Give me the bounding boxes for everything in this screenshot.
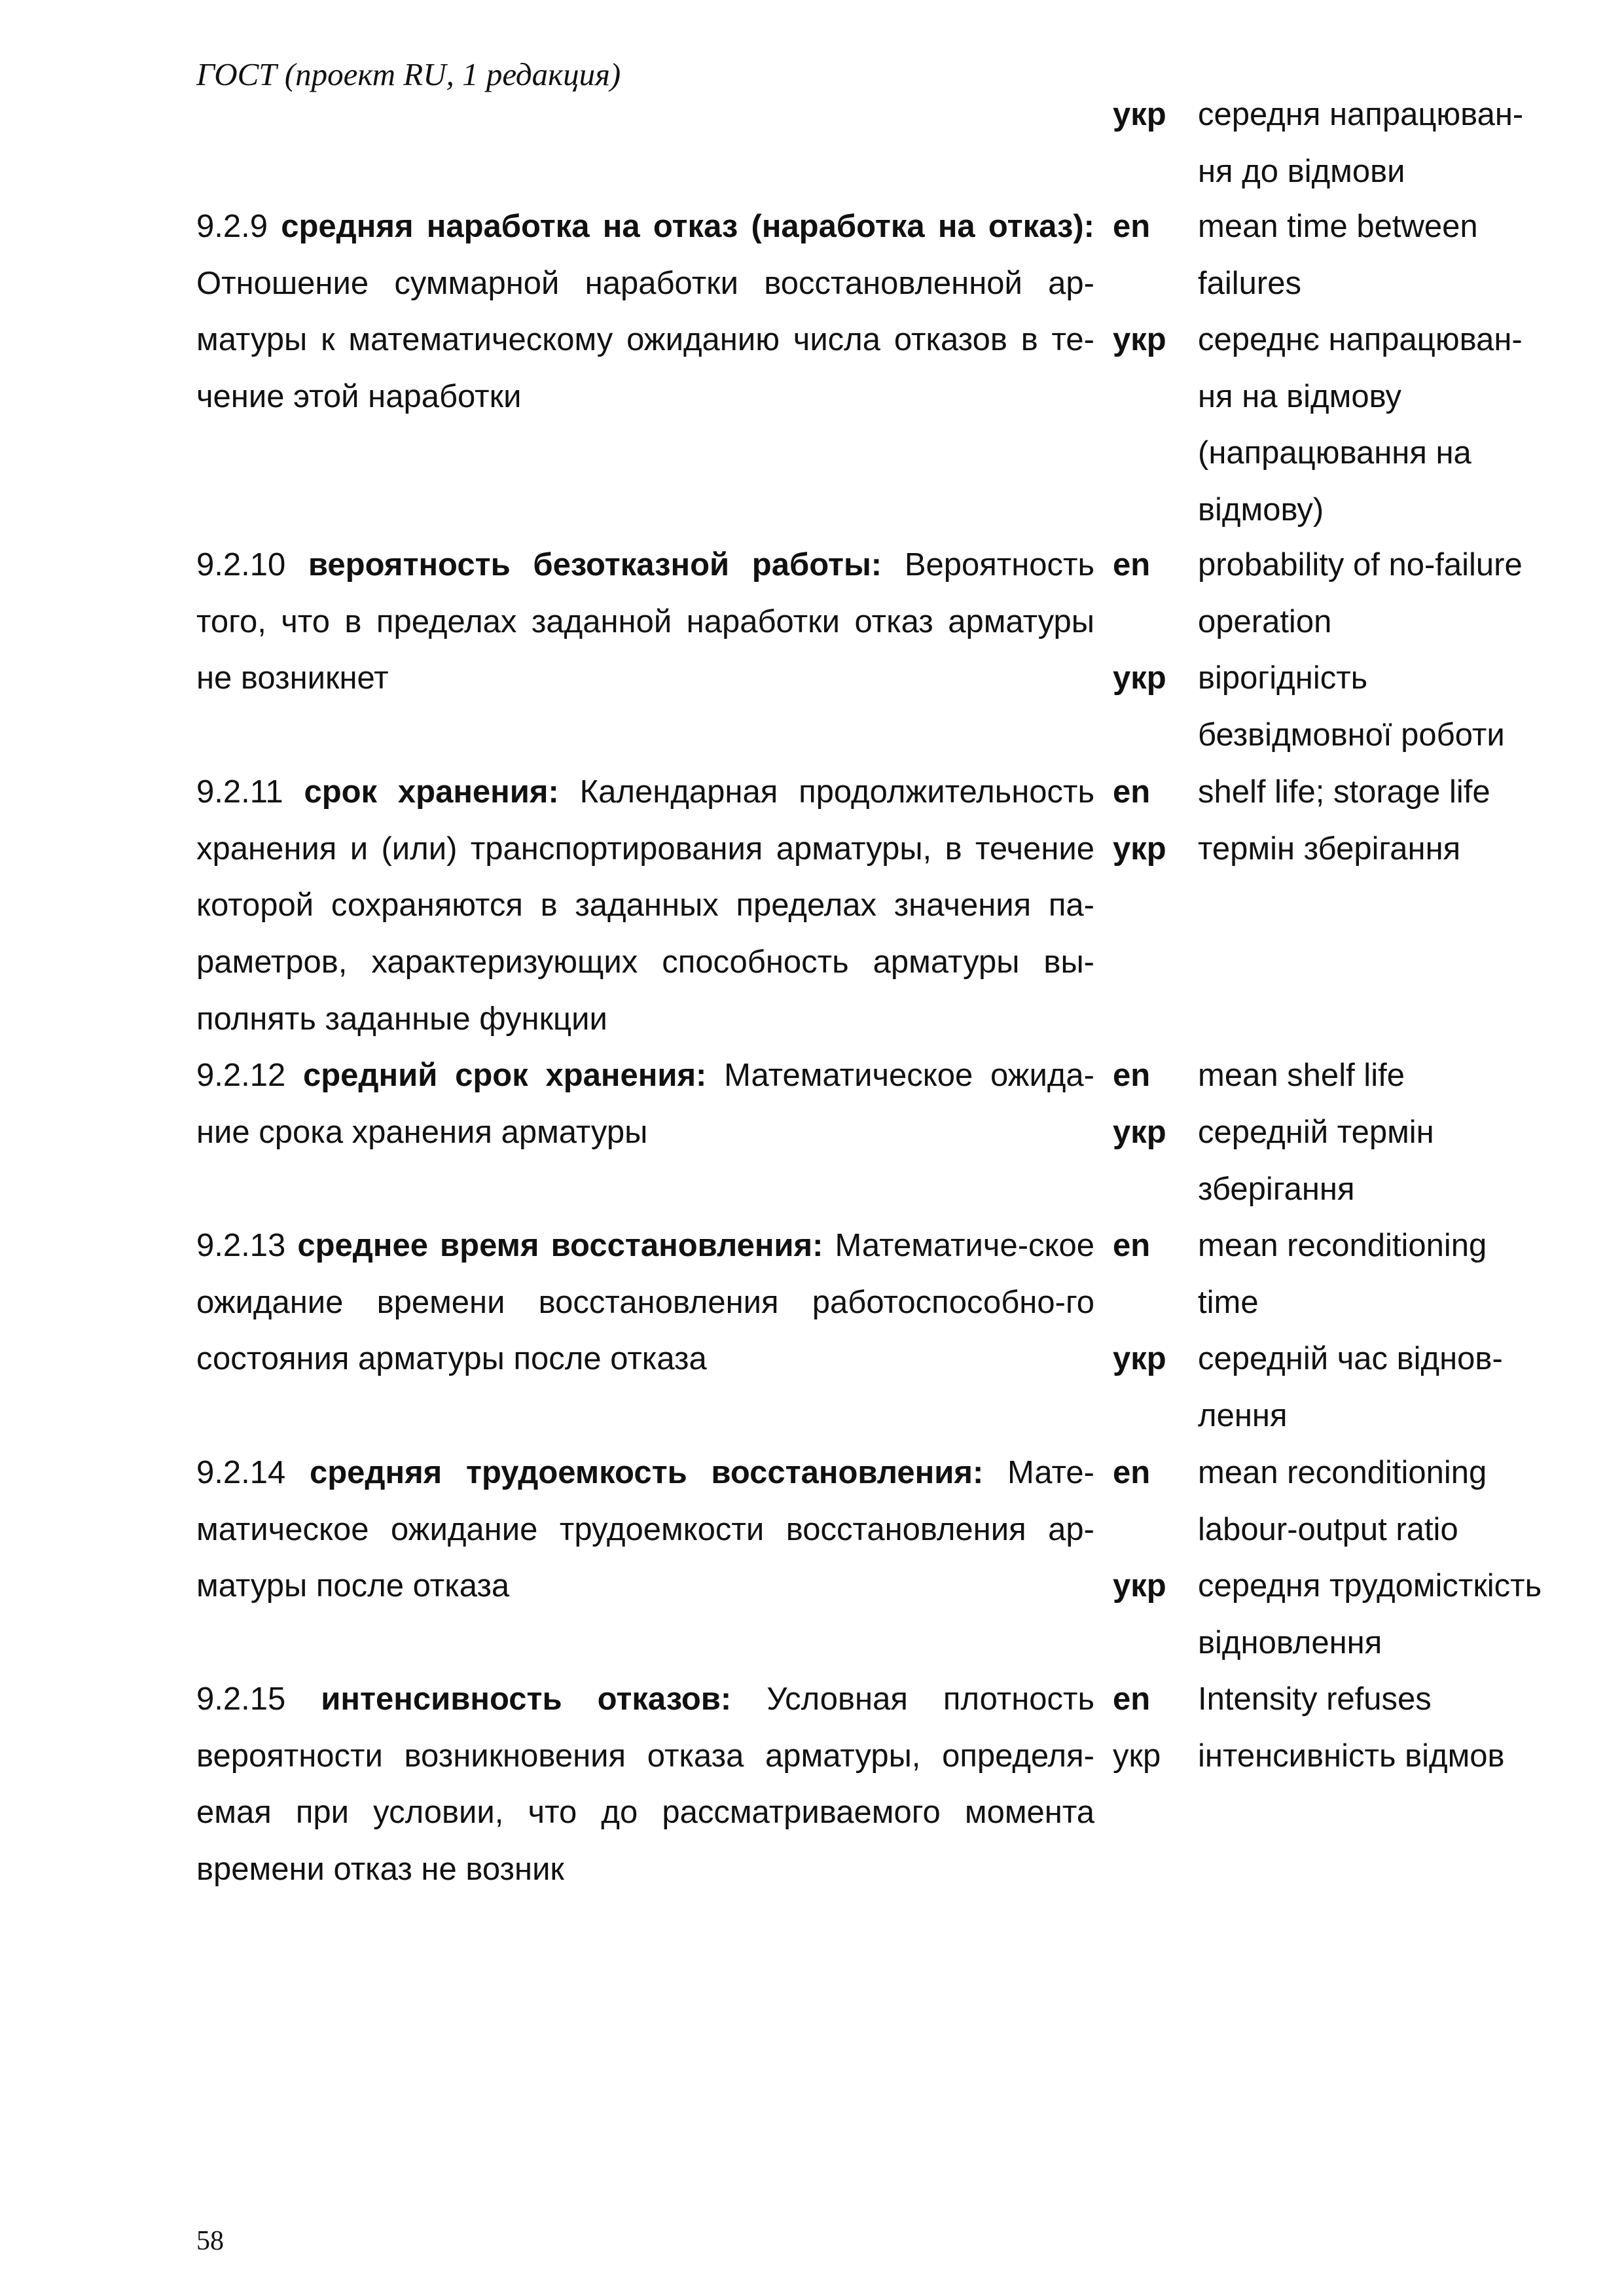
entry-term: средняя трудоемкость восстановления: xyxy=(309,1455,984,1490)
uk-label: укр xyxy=(1113,1115,1166,1150)
entry-term: вероятность безотказной работы: xyxy=(308,547,882,583)
entry-equivalents xyxy=(1113,1047,1558,1217)
uk-label: укр xyxy=(1113,831,1166,867)
entry-number: 9.2.13 xyxy=(196,1228,286,1263)
uk-equivalent xyxy=(1113,821,1558,878)
en-equivalent xyxy=(1113,764,1558,821)
entry-definition xyxy=(196,1217,1094,1388)
entry-definition xyxy=(196,198,1094,425)
uk-term: середній термін зберігання xyxy=(1198,1115,1434,1207)
uk-equivalent xyxy=(1113,650,1558,763)
entry-equivalents xyxy=(1113,1444,1558,1671)
entry-number: 9.2.11 xyxy=(196,774,283,810)
uk-equivalent xyxy=(1113,1558,1558,1671)
entry-term: средняя наработка на отказ (наработка на отказ): xyxy=(281,209,1094,244)
uk-label: укр xyxy=(1113,1341,1166,1376)
entry-term: средний срок хранения: xyxy=(302,1058,707,1093)
en-term: shelf life; storage life xyxy=(1198,774,1490,810)
uk-term: середній час віднов-лення xyxy=(1198,1341,1503,1433)
entry-number: 9.2.9 xyxy=(196,209,268,244)
entry-term: среднее время восстановления: xyxy=(297,1228,823,1263)
uk-equivalent xyxy=(1113,1104,1558,1217)
uk-term: середня трудомісткість відновлення xyxy=(1198,1568,1542,1660)
en-label: en xyxy=(1113,774,1151,810)
uk-term: вірогідність безвідмовної роботи xyxy=(1198,660,1505,753)
uk-equivalent xyxy=(1113,86,1558,200)
entry-equivalents xyxy=(1113,764,1558,878)
entry-term: интенсивность отказов: xyxy=(321,1681,732,1717)
page-number: 58 xyxy=(196,2226,224,2256)
en-label: en xyxy=(1113,1058,1151,1093)
entry-number: 9.2.12 xyxy=(196,1058,286,1093)
entry-term: срок хранения: xyxy=(304,774,559,810)
entry-definition-text: Отношение суммарной наработки восстановленной ар-матуры к математическому ожиданию числа отказов в те-чение этой наработки xyxy=(196,265,1094,415)
entry-equivalents xyxy=(1113,1671,1558,1785)
en-label: en xyxy=(1113,1455,1151,1490)
en-equivalent xyxy=(1113,537,1558,650)
en-equivalent xyxy=(1113,1047,1558,1104)
carry-over-equivalents xyxy=(1113,86,1558,200)
entry-definition xyxy=(196,764,1094,1048)
uk-equivalent xyxy=(1113,1728,1558,1785)
uk-term: інтенсивність відмов xyxy=(1198,1738,1505,1774)
entry-definition xyxy=(196,1671,1094,1898)
uk-term: середнє напрацюван-ня на відмову (напрацювання на відмову) xyxy=(1198,322,1523,528)
uk-label: укр xyxy=(1113,1738,1161,1774)
uk-equivalent xyxy=(1113,1331,1558,1444)
en-label: en xyxy=(1113,209,1151,244)
entry-equivalents xyxy=(1113,198,1558,539)
en-term: mean reconditioning labour-output ratio xyxy=(1198,1455,1487,1547)
uk-term: середня напрацюван-ня до відмови xyxy=(1198,97,1524,189)
entry-definition-text: Математиче-ское ожидание времени восстановления работоспособно-го состояния арматуры после отказа xyxy=(196,1228,1094,1377)
en-equivalent xyxy=(1113,198,1558,312)
uk-label: укр xyxy=(1113,97,1166,132)
en-equivalent xyxy=(1113,1217,1558,1331)
document-header: ГОСТ (проект RU, 1 редакция) xyxy=(196,56,621,92)
entry-number: 9.2.14 xyxy=(196,1455,286,1490)
uk-term: термін зберігання xyxy=(1198,831,1461,867)
entry-definition xyxy=(196,1444,1094,1615)
entry-equivalents xyxy=(1113,1217,1558,1444)
entry-equivalents xyxy=(1113,537,1558,763)
uk-label: укр xyxy=(1113,322,1166,357)
entry-number: 9.2.10 xyxy=(196,547,286,583)
en-term: mean reconditioning time xyxy=(1198,1228,1487,1320)
entry-number: 9.2.15 xyxy=(196,1681,286,1717)
en-term: Intensity refuses xyxy=(1198,1681,1432,1717)
en-term: mean shelf life xyxy=(1198,1058,1405,1093)
uk-label: укр xyxy=(1113,1568,1166,1604)
en-equivalent xyxy=(1113,1671,1558,1728)
entry-definition-text: Вероятность того, что в пределах заданной наработки отказ арматуры не возникнет xyxy=(196,547,1095,696)
entry-definition xyxy=(196,537,1094,707)
entry-definition xyxy=(196,1047,1094,1160)
uk-label: укр xyxy=(1113,660,1166,696)
uk-equivalent xyxy=(1113,312,1558,539)
entry-definition-text: Мате-матическое ожидание трудоемкости восстановления ар-матуры после отказа xyxy=(196,1455,1094,1604)
en-equivalent xyxy=(1113,1444,1558,1558)
en-term: probability of no-failure operation xyxy=(1198,547,1523,639)
entry-definition-text: Условная плотность вероятности возникновения отказа арматуры, определя-емая при условии, что до рассматриваемого момента времени отказ не возник xyxy=(196,1681,1094,1888)
entry-definition-text: Календарная продолжительность хранения и (или) транспортирования арматуры, в течение которой сохраняются в заданных пределах значения па-раметров, характеризующих способность арматуры вы-полнять заданные функции xyxy=(196,774,1094,1037)
en-label: en xyxy=(1113,1681,1151,1717)
en-label: en xyxy=(1113,547,1151,583)
en-label: en xyxy=(1113,1228,1151,1263)
en-term: mean time between failures xyxy=(1198,209,1478,301)
entry-definition-text: Математическое ожида-ние срока хранения арматуры xyxy=(196,1058,1094,1150)
